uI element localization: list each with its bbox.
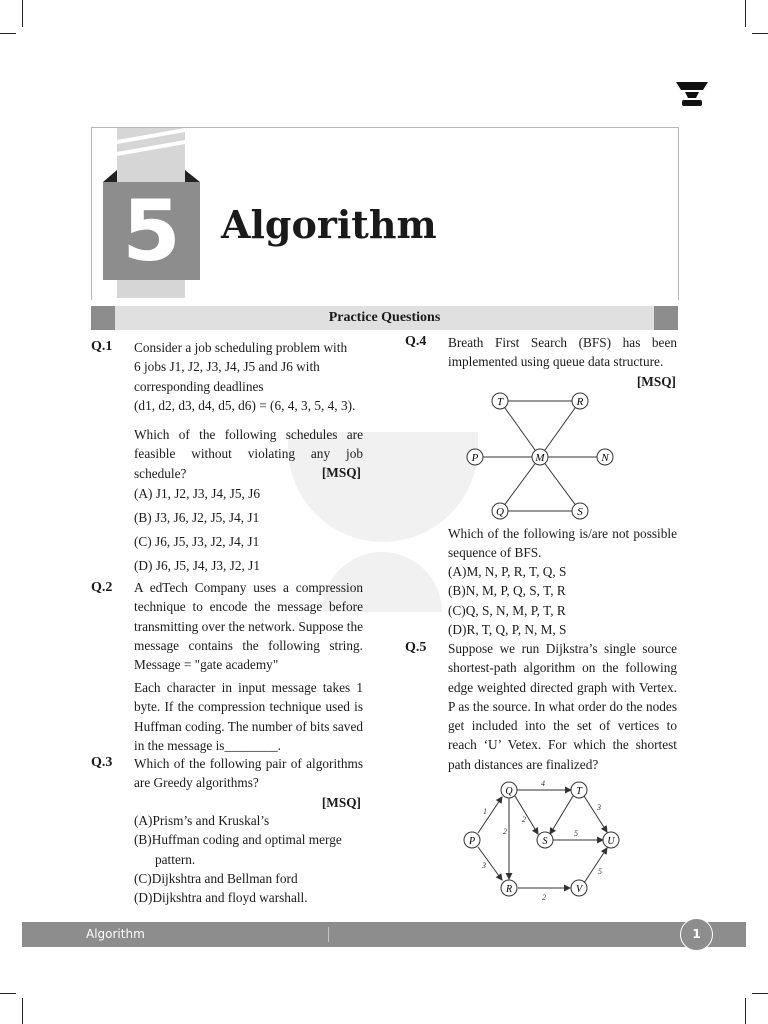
graph-node [537, 832, 553, 848]
svg-text:3: 3 [482, 861, 486, 870]
question-text [134, 338, 363, 415]
svg-text:1: 1 [483, 807, 487, 816]
svg-text:Q: Q [496, 506, 504, 518]
academy-logo-icon [676, 82, 708, 108]
question-text: Which of the following is/are not possible sequence of BFS. [448, 526, 677, 561]
graph-node [532, 449, 548, 465]
question-number: Q.1 [91, 339, 113, 354]
option: (C)Dijkshtra and Bellman ford [134, 870, 298, 886]
question-text: Suppose we run Dijkstra’s single source shortest-path algorithm on the following edge weighted directed graph with Vertex. P as the source. In what order do the nodes get included into the set of vertices to reach ‘U’ Vetex. For which the shortest path distances are finalized? [448, 641, 677, 772]
question-text: Each character in input message takes 1 byte. If the compression technique used is Huffman coding. The number of bits saved in the message is________. [134, 680, 363, 753]
graph-node [571, 782, 587, 798]
option: (D)Dijkshtra and floyd warshall. [134, 890, 308, 906]
crop-mark [0, 33, 16, 34]
crop-mark [22, 0, 23, 27]
question-line: corresponding deadlines [134, 378, 264, 394]
option: (C)Q, S, N, M, P, T, R [448, 602, 566, 618]
svg-text:Q: Q [505, 786, 513, 797]
svg-text:5: 5 [574, 829, 578, 838]
option: (D)R, T, Q, P, N, M, S [448, 621, 567, 637]
question-number: Q.4 [405, 334, 427, 349]
graph-node [572, 393, 588, 409]
graph-node [501, 880, 517, 896]
graph-node [603, 832, 619, 848]
svg-text:R: R [576, 396, 584, 408]
svg-text:S: S [542, 836, 548, 847]
option-list [134, 811, 342, 907]
svg-text:P: P [471, 452, 479, 464]
crop-mark [745, 998, 746, 1024]
svg-text:M: M [535, 452, 545, 464]
ribbon-fold-right [185, 170, 200, 182]
option: (B)N, M, P, Q, S, T, R [448, 583, 566, 599]
section-title: Practice Questions [328, 310, 441, 325]
option: (C) J6, J5, J3, J2, J4, J1 [134, 534, 260, 549]
graph-node [572, 503, 588, 519]
question-text: Which of the following schedules are feasible without violating any job schedule? [134, 427, 363, 481]
graph-node [597, 449, 613, 465]
graph-node [492, 503, 508, 519]
question-text: Breath First Search (BFS) has been implemented using queue data structure. [448, 335, 677, 370]
question-number: Q.2 [91, 580, 113, 595]
crop-mark [752, 33, 768, 34]
ribbon-fold-left [103, 170, 117, 182]
chapter-title: Algorithm [221, 202, 437, 247]
option: (A) J1, J2, J3, J4, J5, J6 [134, 486, 260, 501]
option-continuation: pattern. [155, 851, 196, 867]
question-tag: [MSQ] [321, 465, 361, 480]
svg-text:5: 5 [598, 867, 602, 876]
svg-text:2: 2 [503, 827, 507, 836]
crop-mark [752, 993, 768, 994]
footer-divider [328, 927, 329, 942]
svg-text:2: 2 [542, 893, 546, 902]
question-tag: [MSQ] [636, 374, 676, 389]
question-number: Q.5 [405, 640, 427, 655]
question-text: A edTech Company uses a compression technique to encode the message before transmitting over the network. Suppose the message contains the following string. Message = "gate academy" [134, 580, 363, 673]
svg-text:S: S [577, 506, 583, 518]
graph-node [501, 782, 517, 798]
option: (B)Huffman coding and optimal merge [134, 832, 342, 848]
option-list [448, 562, 566, 639]
svg-text:3: 3 [597, 803, 601, 812]
svg-text:T: T [576, 786, 582, 797]
graph-node [467, 449, 483, 465]
svg-text:V: V [575, 884, 583, 895]
chapter-number: 5 [122, 182, 181, 280]
question-number: Q.3 [91, 755, 113, 770]
graph-node [464, 832, 480, 848]
question-tag: [MSQ] [321, 795, 361, 810]
ribbon-stripes [117, 128, 185, 164]
svg-text:N: N [601, 452, 609, 464]
option: (A)Prism’s and Kruskal’s [134, 813, 270, 828]
svg-text:T: T [496, 396, 504, 408]
graph-node [492, 393, 508, 409]
bfs-graph [460, 388, 620, 526]
dijkstra-graph [458, 772, 628, 902]
question-line: Consider a job scheduling problem with [134, 340, 348, 355]
question-line: (d1, d2, d3, d4, d5, d6) = (6, 4, 3, 5, 4, 3). [134, 397, 356, 413]
question-line: 6 jobs J1, J2, J3, J4, J5 and J6 with [134, 359, 320, 375]
graph-node [571, 880, 587, 896]
svg-text:U: U [607, 836, 615, 847]
option: (B) J3, J6, J2, J5, J4, J1 [134, 510, 260, 525]
svg-text:R: R [505, 884, 513, 895]
question-text: Which of the following pair of algorithms are Greedy algorithms? [134, 756, 363, 791]
svg-text:4: 4 [541, 779, 545, 788]
option: (A)M, N, P, R, T, Q, S [448, 564, 567, 579]
crop-mark [0, 993, 16, 994]
option-list [134, 484, 260, 580]
crop-mark [22, 998, 23, 1024]
crop-mark [745, 0, 746, 27]
svg-text:P: P [468, 836, 476, 847]
option: (D) J6, J5, J4, J3, J2, J1 [134, 558, 260, 573]
svg-text:2: 2 [522, 815, 526, 824]
footer-label: Algorithm [86, 927, 145, 941]
page-number: 1 [692, 927, 701, 941]
